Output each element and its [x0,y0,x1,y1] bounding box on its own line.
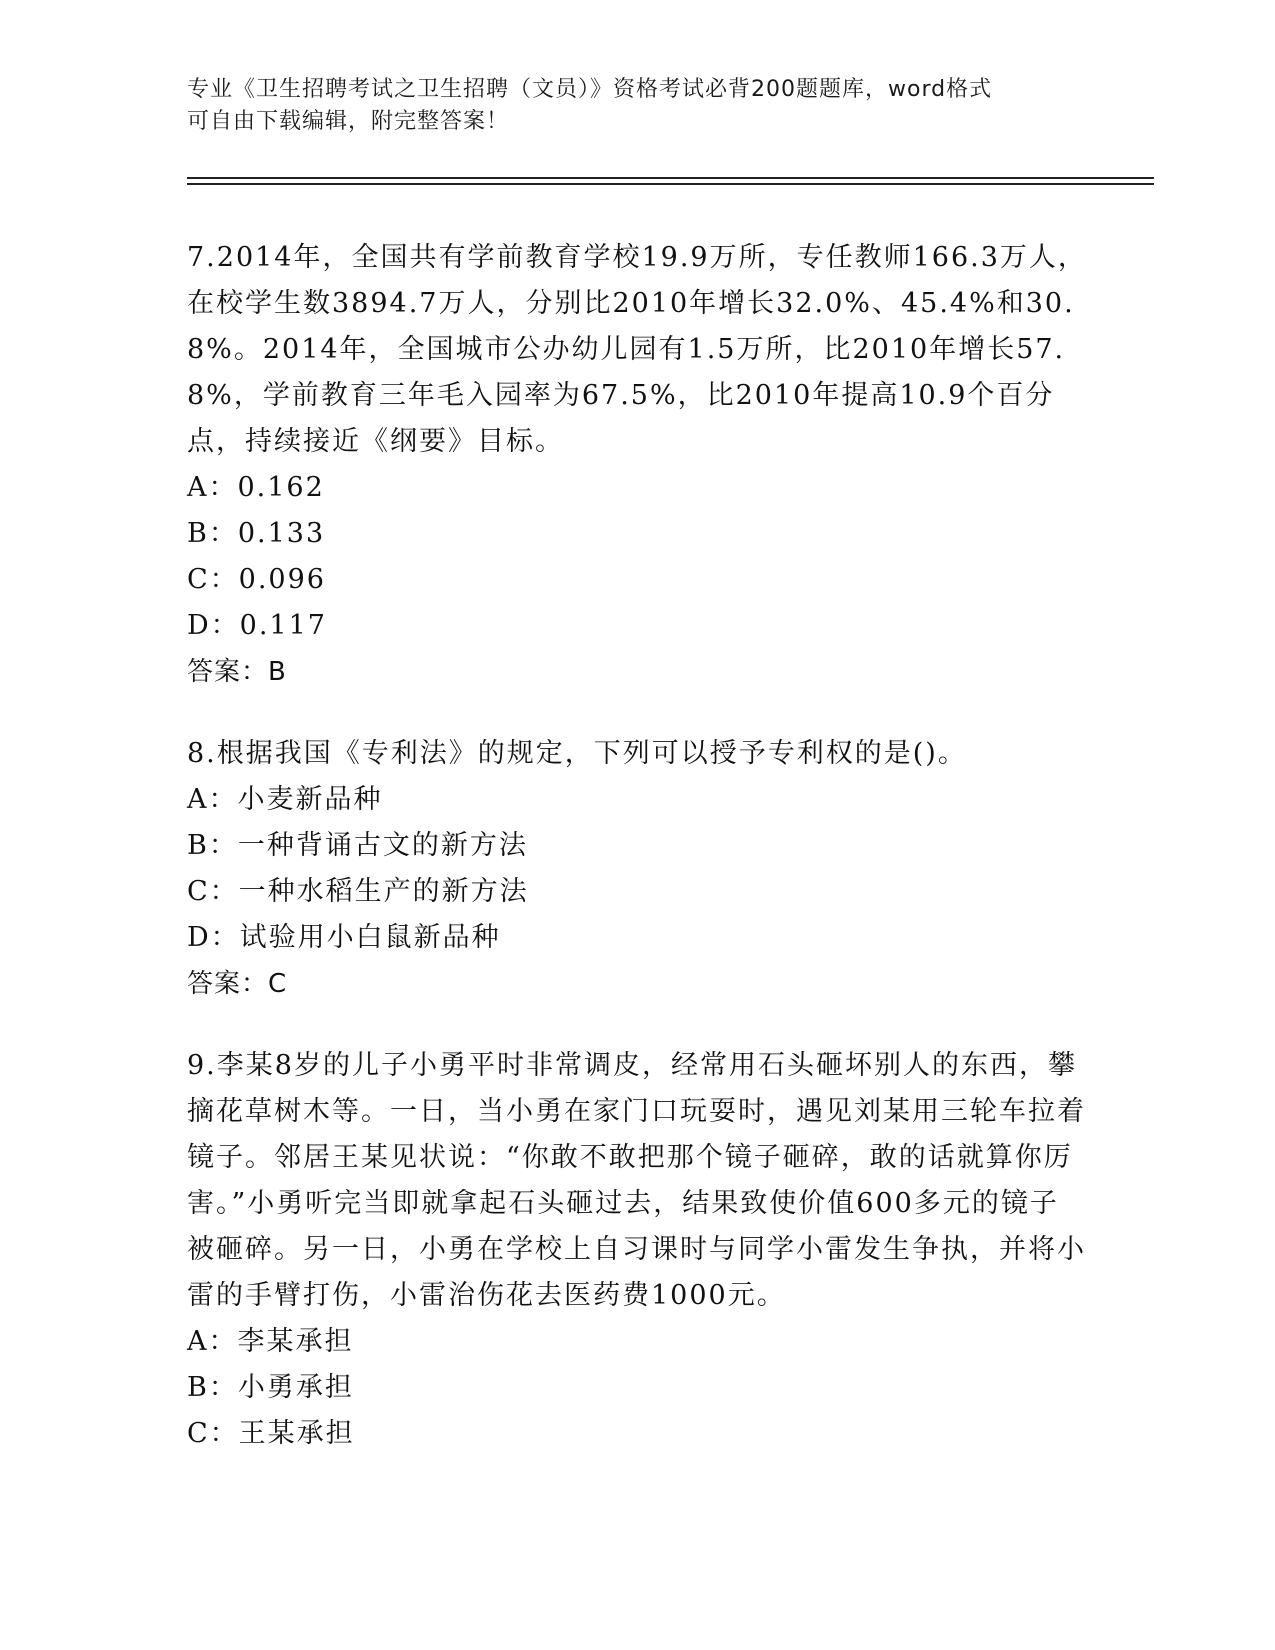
option-a: A：0.162 [187,472,325,503]
option-b: B：0.133 [187,518,326,549]
question-list [187,235,1087,1493]
option-c: C：王某承担 [187,1418,355,1449]
question-8 [187,731,1087,1007]
question-9 [187,1043,1087,1457]
question-stem: 8.根据我国《专利法》的规定，下列可以授予专利权的是()。 [187,738,967,769]
question-stem: 9.李某8岁的儿子小勇平时非常调皮，经常用石头砸坏别人的东西，攀摘花草树木等。一日，当小勇在家门口玩耍时，遇见刘某用三轮车拉着镜子。邻居王某见状说：“你敢不敢把那个镜子砸碎，敢的话就算你厉害。”小勇听完当即就拿起石头砸过去，结果致使价值600多元的镜子被砸碎。另一日，小勇在学校上自习课时与同学小雷发生争执，并将小雷的手臂打伤，小雷治伤花去医药费1000元。 [187,1050,1086,1311]
option-d: D：试验用小白鼠新品种 [187,922,501,953]
question-7 [187,235,1087,695]
header-divider-top [187,177,1154,179]
option-b: B：小勇承担 [187,1372,354,1403]
answer-line: 答案：C [187,969,288,999]
option-c: C：0.096 [187,564,326,595]
option-a: A：李某承担 [187,1326,354,1357]
header-divider-bottom [187,183,1154,185]
option-d: D：0.117 [187,610,327,641]
question-stem: 7.2014年，全国共有学前教育学校19.9万所，专任教师166.3万人，在校学生数3894.7万人，分别比2010年增长32.0%、45.4%和30.8%。2014年，全国城市公办幼儿园有1.5万所，比2010年增长57.8%，学前教育三年毛入园率为67.5%，比2010年提高10.9个百分点，持续接近《纲要》目标。 [187,242,1087,457]
document-header [187,74,1067,138]
option-a: A：小麦新品种 [187,784,383,815]
header-line-2: 可自由下载编辑，附完整答案！ [187,109,510,134]
header-line-1: 专业《卫生招聘考试之卫生招聘（文员）》资格考试必背200题题库，word格式 [187,77,993,102]
option-c: C：一种水稻生产的新方法 [187,876,529,907]
option-b: B：一种背诵古文的新方法 [187,830,528,861]
answer-line: 答案：B [187,657,287,687]
